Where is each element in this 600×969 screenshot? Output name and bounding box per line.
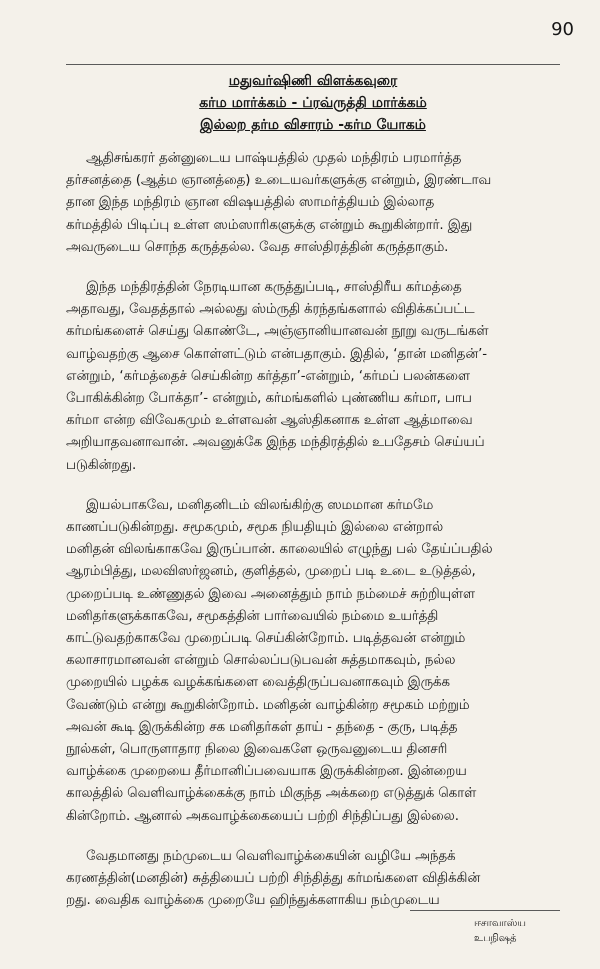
text-line: றது. வைதிக வாழ்க்கை முறையே ஹிந்துக்களாகிய நம்முடைய [66,893,440,909]
text-line: வேதமானது நம்முடைய வெளிவாழ்க்கையின் வழியே அந்தக் [86,848,456,864]
footnote [474,916,526,946]
text-line: கர்மா என்ற விவேகமும் உள்ளவன் ஆஸ்திகனாக உள்ள ஆத்மாவை [66,413,473,429]
text-line: கர்மங்களைச் செய்து கொண்டே, அஞ்ஞானியானவன் நூறு வருடங்கள் [66,324,489,340]
body-text [66,148,564,931]
text-line: அவன் கூடி இருக்கின்ற சக மனிதர்கள் தாய் - தந்தை - குரு, படித்த [66,719,458,735]
text-line: வாழ்க்கை முறையை தீர்மானிப்பவையாக இருக்கின்றன. இன்றைய [66,764,467,780]
page-number: 90 [551,19,574,40]
text-line: காலத்தில் வெளிவாழ்க்கைக்கு நாம் மிகுந்த அக்கறை எடுத்துக் கொள் [66,786,477,802]
text-line: இந்த மந்திரத்தின் நேரடியான கருத்துப்படி, சாஸ்திரீய கர்மத்தை [86,280,462,296]
text-line: என்றும், ‘கர்மத்தைச் செய்கின்ற கர்த்தா’-என்றும், ‘கர்மப் பலன்களை [66,368,470,384]
text-line: அதாவது, வேதத்தால் அல்லது ஸ்ம்ருதி க்ரந்தங்களால் விதிக்கப்பட்ட [66,302,475,318]
footnote-line: உபநிஷத் [474,933,517,944]
text-line: அவருடைய சொந்த கருத்தல்ல. வேத சாஸ்திரத்தின் கருத்தாகும். [66,239,449,255]
paragraph [66,148,564,259]
text-line: முறைப்படி உண்ணுதல் இவை அனைத்தும் நாம் நம்மைச் சுற்றியுள்ள [66,586,475,602]
section-headings [66,70,560,136]
header-rule [66,64,560,65]
text-line: காணப்படுகின்றது. சமூகமும், சமூக நியதியும் இல்லை என்றால் [66,520,444,536]
commentary-title: மதுவர்ஷிணி விளக்கவுரை [228,73,398,89]
text-line: நூல்கள், பொருளாதார நிலை இவைகளே ஒருவனுடைய தினசரி [66,742,448,758]
text-line: தர்சனத்தை (ஆத்ம ஞானத்தை) உடையவர்களுக்கு என்றும், இரண்டாவ [66,173,492,189]
text-line: ஆரம்பித்து, மலவிஸர்ஜனம், குளித்தல், முறைப் படி உடை உடுத்தல், [66,564,476,580]
text-line: கலாசாரமானவன் என்றும் சொல்லப்படுபவன் சுத்தமாகவும், நல்ல [66,653,456,669]
subsection-title: இல்லற தர்ம விசாரம் -கர்ம யோகம் [200,117,426,133]
section-title: கர்ம மார்க்கம் - ப்ரவ்ருத்தி மார்க்கம் [199,95,427,111]
text-line: மனிதன் விலங்காகவே இருப்பான். காலையில் எழுந்து பல் தேய்ப்பதில் [66,542,493,558]
text-line: கரணத்தின்(மனதின்) சுத்தியைப் பற்றி சிந்தித்து கர்மங்களை விதிக்கின் [66,871,481,887]
paragraph [66,495,564,828]
text-line: போகிக்கின்ற போக்தா’- என்றும், கர்மங்களில் புண்ணிய கர்மா, பாப [66,391,472,407]
text-line: முறையில் பழக்க வழக்கங்களை வைத்திருப்பவனாகவும் இருக்க [66,675,450,691]
text-line: கர்மத்தில் பிடிப்பு உள்ள ஸம்ஸாரிகளுக்கு என்றும் கூறுகின்றார். இது [66,217,473,233]
text-line: வேண்டும் என்று கூறுகின்றோம். மனிதன் வாழ்கின்ற சமூகம் மற்றும் [66,697,470,713]
paragraph [66,277,564,477]
text-line: ஆதிசங்கரர் தன்னுடைய பாஷ்யத்தில் முதல் மந்திரம் பரமார்த்த [86,151,462,166]
text-line: தான இந்த மந்திரம் ஞான விஷயத்தில் ஸாமர்த்தியம் இல்லாத [66,195,435,211]
text-line: இயல்பாகவே, மனிதனிடம் விலங்கிற்கு ஸமமான கர்மமே [86,497,434,513]
text-line: வாழ்வதற்கு ஆசை கொள்ளட்டும் என்பதாகும். இதில், ‘தான் மனிதன்’- [66,346,488,362]
text-line: படுகின்றது. [66,457,137,473]
footnote-rule [410,910,560,911]
text-line: கின்றோம். ஆனால் அகவாழ்க்கையைப் பற்றி சிந்திப்பது இல்லை. [66,808,459,824]
text-line: காட்டுவதற்காகவே முறைப்படி செய்கின்றோம். படித்தவன் என்றும் [66,631,466,647]
footnote-line: ஈசாவாஸ்ய [474,918,526,929]
paragraph [66,846,564,913]
text-line: மனிதர்களுக்காகவே, சமூகத்தின் பார்வையில் நம்மை உயர்த்தி [66,608,439,624]
text-line: அறியாதவனாவான். அவனுக்கே இந்த மந்திரத்தில் உபதேசம் செய்யப் [66,435,485,451]
